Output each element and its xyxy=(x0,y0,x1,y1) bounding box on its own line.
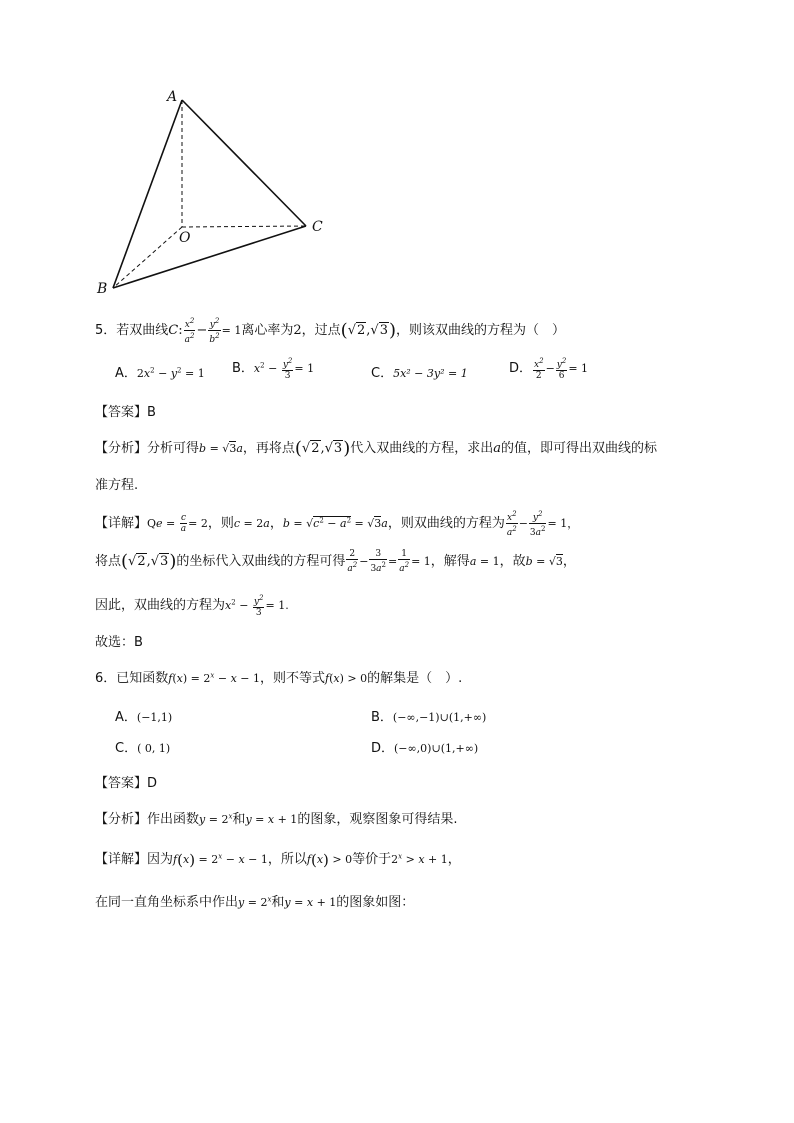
edge-OC xyxy=(182,226,306,227)
q5-eccentricity: 2 xyxy=(293,323,302,338)
q6-detail-line2: 在同一直角坐标系中作出$y = 2^x$和y = x + 1的图象如图： xyxy=(95,895,415,910)
edge-AC xyxy=(182,100,306,226)
vertex-label-A: A xyxy=(167,89,178,105)
q5-conclusion: 故选：B xyxy=(95,635,143,650)
q6-stem: 6．已知函数$f(x) = 2^x - x - 1$，则不等式f(x) > 0的解集是（ ）. xyxy=(95,671,463,686)
q5-answer: 【答案】B xyxy=(95,405,156,420)
q5-stem-text-1: 若双曲线 xyxy=(116,323,169,338)
q5-option-A: A．$2x^2 - y^2 = 1$ xyxy=(115,366,205,381)
tetrahedron-figure xyxy=(90,85,350,300)
q6-detail: 【详解】因为$f(x) = 2^x - x - 1$，所以f(x) > 0等价于$2^x > x + 1$， xyxy=(95,851,461,869)
edge-AB xyxy=(113,100,182,288)
q5-stem-text-2: 离心率为 xyxy=(241,323,294,338)
q6-option-B: B．(−∞,−1)∪(1,+∞) xyxy=(371,710,487,725)
q6-option-A: A．(−1,1) xyxy=(115,710,173,725)
vertex-label-O: O xyxy=(179,230,191,246)
q5-stem-text-4: ，则该双曲线的方程为（ ） xyxy=(396,323,566,338)
q6-analysis: 【分析】作出函数$y = 2^x$和y = x + 1的图象，观察图象可得结果. xyxy=(95,812,458,827)
vertex-label-C: C xyxy=(312,219,323,235)
q5-option-C: C．5x² − 3y² = 1 xyxy=(371,366,468,381)
q5-detail: 【详解】Qe = $\frac{c}{a}$ = 2，则c = 2a，$b = √c^2 - a^2 = √3a$，则双曲线的方程为 $\frac{x^2}{a^2}$ − $\frac{y^2}{3a^2}$ = 1， xyxy=(95,510,579,538)
q5-analysis: 【分析】分析可得b = √3a，再将点(√2,√3)代入双曲线的方程，求出a的值，即可得出双曲线的标 xyxy=(95,438,658,459)
q5-analysis-line2: 准方程. xyxy=(95,478,139,493)
vertex-label-B: B xyxy=(97,281,108,297)
q5-detail-line2: 将点(√2,√3)的坐标代入双曲线的方程可得 $\frac{2}{a^2}$ − $\frac{3}{3a^2}$ = $\frac{1}{a^2}$ = 1，解得a = 1，故b = √3， xyxy=(95,549,576,574)
q6-option-C: C．( 0, 1) xyxy=(115,741,171,756)
q5-number: 5． xyxy=(95,323,117,338)
q5-option-B: B．$x^2$ − $\frac{y^2}{3}$ = 1 xyxy=(232,357,315,381)
edge-BC xyxy=(113,226,306,288)
q6-answer: 【答案】D xyxy=(95,776,158,791)
q6-option-D: D．(−∞,0)∪(1,+∞) xyxy=(371,741,479,756)
q5-stem-text-3: ，过点 xyxy=(301,323,341,338)
q5-option-D: D． $\frac{x^2}{2}$ − $\frac{y^2}{6}$ = 1 xyxy=(509,357,589,381)
q5-stem: 5．若双曲线C: $\frac{x^2}{a^2}$ − $\frac{y^2}{b^2}$ = 1离心率为2，过点(√2,√3)，则该双曲线的方程为（ ） xyxy=(95,317,566,345)
q5-detail-line3: 因此，双曲线的方程为$x^2$ − $\frac{y^2}{3}$ = 1. xyxy=(95,594,289,618)
